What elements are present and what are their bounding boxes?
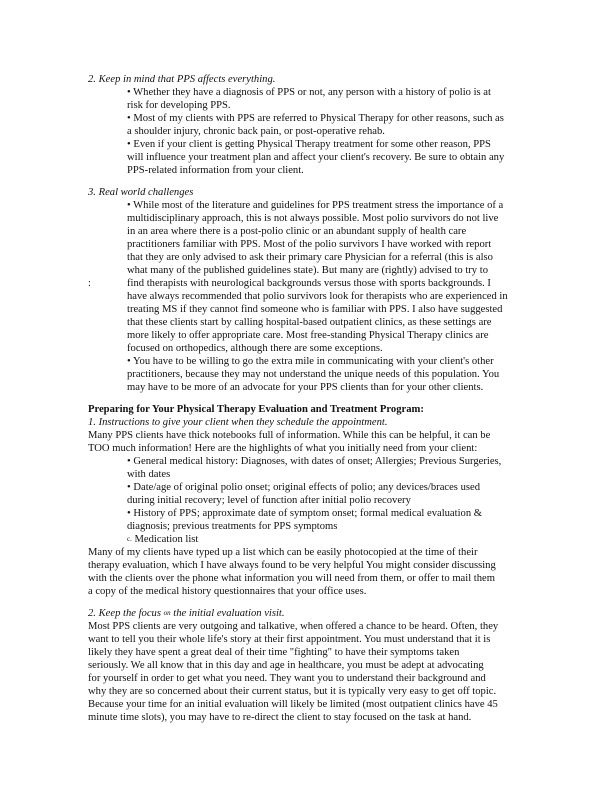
paragraph-line: therapy evaluation, which I have always found to be very helpful You might consider discussing [88,560,496,571]
margin-mark: : [88,278,91,289]
paragraph-line: have always recommended that polio survivors look for therapists who are experienced in [127,291,508,302]
paragraph-line: that these clients start by calling hospital-based outpatient clinics, as these settings are [127,317,492,328]
medication-list-item [127,533,198,546]
paragraph-line: why they are so concerned about their current status, but it is typically very easy to get off topic. [88,686,497,697]
paragraph-line: will influence your treatment plan and affect your client's recovery. Be sure to obtain any [127,152,505,163]
paragraph-line: risk for developing PPS. [127,100,231,111]
bullet-line: during initial recovery; level of function after initial polio recovery [127,495,411,506]
list-marker: c. [127,535,132,543]
paragraph-line: for yourself in order to get what you need. They want you to understand their background and [88,673,486,684]
bullet-line: • History of PPS; approximate date of symptom onset; formal medical evaluation & [127,508,483,519]
paragraph-line: focused on orthopedics, although there are some exceptions. [127,343,383,354]
paragraph-line: Many of my clients have typed up a list which can be easily photocopied at the time of their [88,547,478,558]
paragraph-line: TOO much information! Here are the highlights of what you initially need from your client: [88,443,478,454]
paragraph-line: seriously. We all know that in this day and age in healthcare, you must be adept at advocating [88,660,484,671]
paragraph-line: Because your time for an initial evaluation will likely be limited (most outpatient clinics have 45 [88,699,498,710]
section-heading-pps-affects-everything: 2. Keep in mind that PPS affects everything. [88,74,276,85]
subheading-keep-focus [88,607,285,620]
paragraph-line: practitioners familiar with PPS. Most of the polio survivors I have worked with report [127,239,492,250]
paragraph-line: may have to be more of an advocate for your PPS clients than for your other clients. [127,382,484,393]
medication-list-label: Medication list [131,534,199,545]
bullet-line: with dates [127,469,171,480]
subheading-part: the initial evaluation visit. [170,608,285,619]
paragraph-line: • You have to be willing to go the extra mile in communicating with your client's other [127,356,494,367]
paragraph-line: practitioners, because they may not understand the unique needs of this population. You [127,369,500,380]
section-heading-preparing: Preparing for Your Physical Therapy Evaluation and Treatment Program: [88,404,424,415]
paragraph-line: more likely to offer appropriate care. Most free-standing Physical Therapy clinics are [127,330,489,341]
paragraph-line: a copy of the medical history questionnaires that your office uses. [88,586,367,597]
paragraph-line: a shoulder injury, chronic back pain, or post-operative rehab. [127,126,385,137]
section-heading-real-world-challenges: 3. Real world challenges [88,187,194,198]
paragraph-line: that they are only advised to ask their primary care Physician for a referral (this is also [127,252,493,263]
paragraph-line: multidisciplinary approach, this is not always possible. Most polio survivors do not live [127,213,499,224]
paragraph-line: what many of the published guidelines state). But many are (rightly) advised to try to [127,265,488,276]
paragraph-line: • While most of the literature and guidelines for PPS treatment stress the importance of a [127,200,504,211]
subheading-part: 2. Keep the focus [88,608,164,619]
paragraph-line: in an area where there is a post-polio clinic or an abundant supply of health care [127,226,467,237]
paragraph-line: • Most of my clients with PPS are referred to Physical Therapy for other reasons, such as [127,113,504,124]
paragraph-line: • Whether they have a diagnosis of PPS or not, any person with a history of polio is at [127,87,491,98]
bullet-line: • General medical history: Diagnoses, with dates of onset; Allergies; Previous Surgeries, [127,456,502,467]
paragraph-line: with the clients over the phone what information you will need from them, or offer to mail them [88,573,495,584]
paragraph-line: PPS-related information from your client. [127,165,304,176]
bullet-line: • Date/age of original polio onset; original effects of polio; any devices/braces used [127,482,480,493]
paragraph-line: likely they have spent a great deal of their time "fighting" to have their symptoms taken [88,647,460,658]
paragraph-line: Many PPS clients have thick notebooks full of information. While this can be helpful, it can be [88,430,491,441]
paragraph-line: • Even if your client is getting Physical Therapy treatment for some other reason, PPS [127,139,491,150]
bullet-line: diagnosis; previous treatments for PPS symptoms [127,521,338,532]
paragraph-line: treating MS if they cannot find someone who is familiar with PPS. I also have suggested [127,304,503,315]
subheading-small-word: on [163,609,171,617]
paragraph-line: minute time slots), you may have to re-direct the client to stay focused on the task at hand. [88,712,472,723]
paragraph-line: want to tell you their whole life's story at their first appointment. You must understand that it is [88,634,491,645]
subheading-instructions: 1. Instructions to give your client when they schedule the appointment. [88,417,388,428]
paragraph-line: Most PPS clients are very outgoing and talkative, when offered a chance to be heard. Often, they [88,621,499,632]
paragraph-line: find therapists with neurological backgrounds versus those with sports backgrounds. I [127,278,491,289]
